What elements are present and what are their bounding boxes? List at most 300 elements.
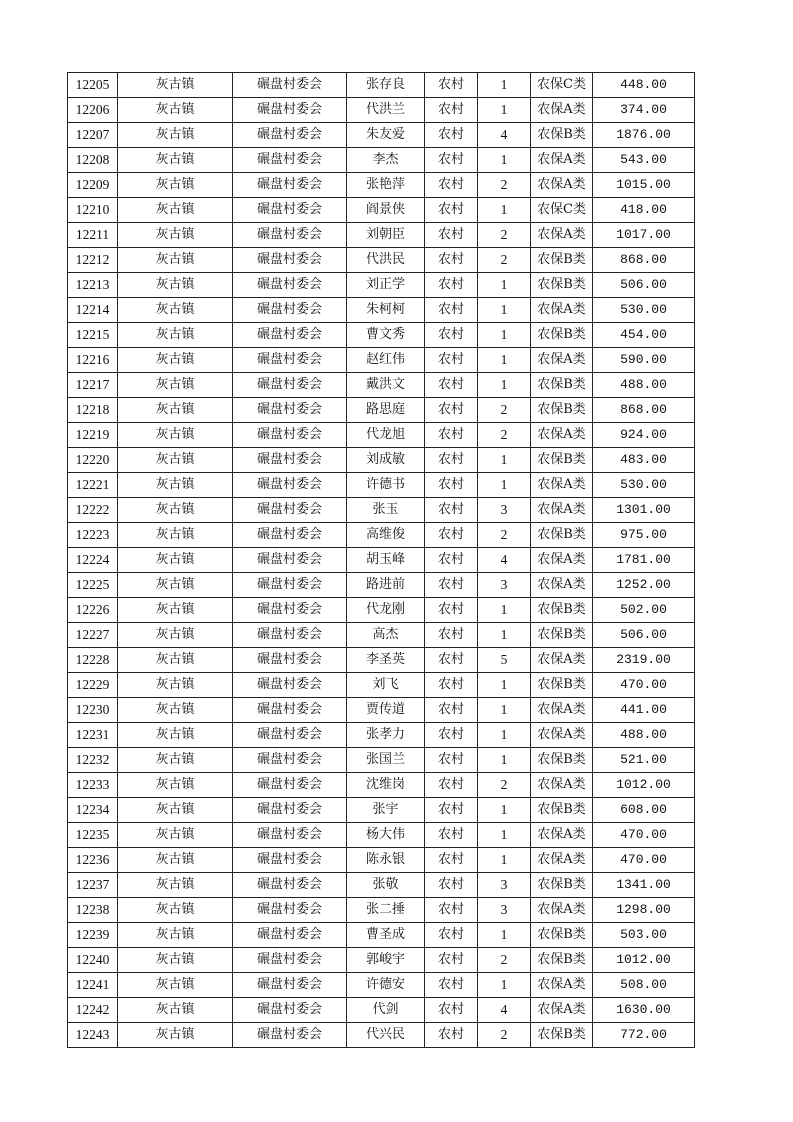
cell-town: 灰古镇 xyxy=(118,698,233,723)
cell-id: 12205 xyxy=(68,73,118,98)
cell-count: 1 xyxy=(478,473,531,498)
cell-village: 碾盘村委会 xyxy=(233,298,347,323)
cell-count: 1 xyxy=(478,673,531,698)
cell-id: 12235 xyxy=(68,823,118,848)
cell-village: 碾盘村委会 xyxy=(233,623,347,648)
cell-town: 灰古镇 xyxy=(118,873,233,898)
cell-amount: 530.00 xyxy=(593,298,695,323)
cell-village: 碾盘村委会 xyxy=(233,423,347,448)
cell-village: 碾盘村委会 xyxy=(233,198,347,223)
cell-id: 12239 xyxy=(68,923,118,948)
cell-village: 碾盘村委会 xyxy=(233,648,347,673)
cell-name: 许德书 xyxy=(347,473,425,498)
cell-id: 12214 xyxy=(68,298,118,323)
table-row xyxy=(68,948,695,973)
table-row xyxy=(68,448,695,473)
cell-id: 12217 xyxy=(68,373,118,398)
table-row xyxy=(68,473,695,498)
cell-count: 1 xyxy=(478,323,531,348)
cell-town: 灰古镇 xyxy=(118,523,233,548)
cell-count: 2 xyxy=(478,173,531,198)
cell-name: 张宇 xyxy=(347,798,425,823)
cell-village: 碾盘村委会 xyxy=(233,998,347,1023)
table-row xyxy=(68,798,695,823)
cell-village: 碾盘村委会 xyxy=(233,823,347,848)
cell-category: 农保B类 xyxy=(531,123,593,148)
cell-count: 1 xyxy=(478,798,531,823)
cell-village: 碾盘村委会 xyxy=(233,498,347,523)
cell-area: 农村 xyxy=(425,998,478,1023)
cell-count: 1 xyxy=(478,373,531,398)
cell-count: 3 xyxy=(478,898,531,923)
cell-id: 12213 xyxy=(68,273,118,298)
cell-village: 碾盘村委会 xyxy=(233,973,347,998)
table-row xyxy=(68,398,695,423)
table-row xyxy=(68,898,695,923)
table-row xyxy=(68,923,695,948)
cell-name: 高杰 xyxy=(347,623,425,648)
cell-category: 农保B类 xyxy=(531,798,593,823)
cell-count: 2 xyxy=(478,948,531,973)
table-row xyxy=(68,723,695,748)
cell-village: 碾盘村委会 xyxy=(233,398,347,423)
table-row xyxy=(68,873,695,898)
cell-amount: 1017.00 xyxy=(593,223,695,248)
cell-village: 碾盘村委会 xyxy=(233,98,347,123)
cell-name: 高维俊 xyxy=(347,523,425,548)
cell-amount: 1012.00 xyxy=(593,948,695,973)
cell-category: 农保C类 xyxy=(531,198,593,223)
cell-town: 灰古镇 xyxy=(118,798,233,823)
cell-count: 3 xyxy=(478,573,531,598)
cell-town: 灰古镇 xyxy=(118,1023,233,1048)
cell-id: 12211 xyxy=(68,223,118,248)
cell-name: 代龙刚 xyxy=(347,598,425,623)
cell-area: 农村 xyxy=(425,73,478,98)
cell-town: 灰古镇 xyxy=(118,998,233,1023)
cell-name: 张二捶 xyxy=(347,898,425,923)
cell-count: 1 xyxy=(478,723,531,748)
cell-amount: 503.00 xyxy=(593,923,695,948)
table-row xyxy=(68,373,695,398)
cell-town: 灰古镇 xyxy=(118,473,233,498)
cell-village: 碾盘村委会 xyxy=(233,723,347,748)
cell-count: 2 xyxy=(478,248,531,273)
cell-town: 灰古镇 xyxy=(118,773,233,798)
table-row xyxy=(68,773,695,798)
cell-id: 12209 xyxy=(68,173,118,198)
cell-amount: 608.00 xyxy=(593,798,695,823)
cell-category: 农保B类 xyxy=(531,323,593,348)
cell-amount: 374.00 xyxy=(593,98,695,123)
cell-name: 张艳萍 xyxy=(347,173,425,198)
cell-area: 农村 xyxy=(425,273,478,298)
cell-area: 农村 xyxy=(425,498,478,523)
cell-category: 农保B类 xyxy=(531,373,593,398)
cell-name: 刘朝臣 xyxy=(347,223,425,248)
cell-id: 12234 xyxy=(68,798,118,823)
cell-category: 农保A类 xyxy=(531,648,593,673)
cell-area: 农村 xyxy=(425,623,478,648)
cell-category: 农保A类 xyxy=(531,548,593,573)
cell-count: 4 xyxy=(478,998,531,1023)
cell-area: 农村 xyxy=(425,973,478,998)
cell-category: 农保A类 xyxy=(531,773,593,798)
cell-area: 农村 xyxy=(425,448,478,473)
cell-area: 农村 xyxy=(425,573,478,598)
document-page xyxy=(67,72,694,1048)
table-row xyxy=(68,998,695,1023)
cell-town: 灰古镇 xyxy=(118,198,233,223)
cell-category: 农保A类 xyxy=(531,848,593,873)
cell-town: 灰古镇 xyxy=(118,323,233,348)
cell-amount: 2319.00 xyxy=(593,648,695,673)
cell-area: 农村 xyxy=(425,773,478,798)
cell-village: 碾盘村委会 xyxy=(233,548,347,573)
cell-amount: 543.00 xyxy=(593,148,695,173)
cell-amount: 924.00 xyxy=(593,423,695,448)
cell-id: 12215 xyxy=(68,323,118,348)
cell-id: 12242 xyxy=(68,998,118,1023)
cell-area: 农村 xyxy=(425,1023,478,1048)
cell-count: 1 xyxy=(478,823,531,848)
cell-area: 农村 xyxy=(425,798,478,823)
table-row xyxy=(68,348,695,373)
cell-town: 灰古镇 xyxy=(118,98,233,123)
cell-count: 3 xyxy=(478,498,531,523)
cell-id: 12236 xyxy=(68,848,118,873)
cell-category: 农保A类 xyxy=(531,823,593,848)
cell-category: 农保A类 xyxy=(531,98,593,123)
cell-name: 张玉 xyxy=(347,498,425,523)
cell-village: 碾盘村委会 xyxy=(233,373,347,398)
cell-village: 碾盘村委会 xyxy=(233,448,347,473)
cell-name: 胡玉峰 xyxy=(347,548,425,573)
cell-id: 12220 xyxy=(68,448,118,473)
cell-name: 郭峻宇 xyxy=(347,948,425,973)
cell-town: 灰古镇 xyxy=(118,148,233,173)
cell-category: 农保B类 xyxy=(531,873,593,898)
cell-name: 朱柯柯 xyxy=(347,298,425,323)
cell-category: 农保B类 xyxy=(531,598,593,623)
cell-count: 1 xyxy=(478,73,531,98)
cell-area: 农村 xyxy=(425,523,478,548)
cell-amount: 1298.00 xyxy=(593,898,695,923)
cell-village: 碾盘村委会 xyxy=(233,748,347,773)
cell-count: 2 xyxy=(478,398,531,423)
cell-name: 张孝力 xyxy=(347,723,425,748)
table-row xyxy=(68,548,695,573)
table-row xyxy=(68,623,695,648)
table-row xyxy=(68,648,695,673)
cell-name: 李圣英 xyxy=(347,648,425,673)
cell-town: 灰古镇 xyxy=(118,898,233,923)
cell-area: 农村 xyxy=(425,348,478,373)
cell-name: 贾传道 xyxy=(347,698,425,723)
table-row xyxy=(68,823,695,848)
cell-id: 12229 xyxy=(68,673,118,698)
cell-category: 农保A类 xyxy=(531,348,593,373)
cell-id: 12212 xyxy=(68,248,118,273)
cell-town: 灰古镇 xyxy=(118,923,233,948)
cell-town: 灰古镇 xyxy=(118,823,233,848)
cell-id: 12224 xyxy=(68,548,118,573)
cell-count: 1 xyxy=(478,623,531,648)
cell-area: 农村 xyxy=(425,948,478,973)
cell-category: 农保A类 xyxy=(531,698,593,723)
table-row xyxy=(68,973,695,998)
cell-village: 碾盘村委会 xyxy=(233,873,347,898)
cell-village: 碾盘村委会 xyxy=(233,173,347,198)
cell-name: 代兴民 xyxy=(347,1023,425,1048)
cell-name: 代剑 xyxy=(347,998,425,1023)
cell-area: 农村 xyxy=(425,148,478,173)
cell-amount: 1341.00 xyxy=(593,873,695,898)
cell-village: 碾盘村委会 xyxy=(233,73,347,98)
cell-category: 农保B类 xyxy=(531,398,593,423)
cell-count: 1 xyxy=(478,923,531,948)
cell-id: 12241 xyxy=(68,973,118,998)
cell-category: 农保A类 xyxy=(531,473,593,498)
cell-name: 赵红伟 xyxy=(347,348,425,373)
cell-village: 碾盘村委会 xyxy=(233,473,347,498)
cell-village: 碾盘村委会 xyxy=(233,948,347,973)
table-row xyxy=(68,323,695,348)
cell-id: 12222 xyxy=(68,498,118,523)
cell-id: 12219 xyxy=(68,423,118,448)
cell-category: 农保B类 xyxy=(531,448,593,473)
cell-category: 农保A类 xyxy=(531,173,593,198)
cell-category: 农保B类 xyxy=(531,623,593,648)
cell-village: 碾盘村委会 xyxy=(233,348,347,373)
cell-count: 1 xyxy=(478,273,531,298)
cell-amount: 590.00 xyxy=(593,348,695,373)
cell-town: 灰古镇 xyxy=(118,723,233,748)
cell-amount: 1252.00 xyxy=(593,573,695,598)
cell-area: 农村 xyxy=(425,123,478,148)
table-row xyxy=(68,698,695,723)
cell-name: 张国兰 xyxy=(347,748,425,773)
cell-town: 灰古镇 xyxy=(118,398,233,423)
cell-id: 12230 xyxy=(68,698,118,723)
cell-village: 碾盘村委会 xyxy=(233,923,347,948)
cell-id: 12216 xyxy=(68,348,118,373)
cell-area: 农村 xyxy=(425,723,478,748)
cell-town: 灰古镇 xyxy=(118,573,233,598)
cell-village: 碾盘村委会 xyxy=(233,523,347,548)
cell-town: 灰古镇 xyxy=(118,848,233,873)
table-row xyxy=(68,273,695,298)
cell-name: 刘正学 xyxy=(347,273,425,298)
cell-amount: 1301.00 xyxy=(593,498,695,523)
cell-town: 灰古镇 xyxy=(118,648,233,673)
table-row xyxy=(68,523,695,548)
cell-name: 曹文秀 xyxy=(347,323,425,348)
cell-name: 沈维岗 xyxy=(347,773,425,798)
cell-town: 灰古镇 xyxy=(118,373,233,398)
cell-area: 农村 xyxy=(425,323,478,348)
cell-id: 12243 xyxy=(68,1023,118,1048)
cell-amount: 470.00 xyxy=(593,848,695,873)
table-row xyxy=(68,423,695,448)
cell-area: 农村 xyxy=(425,223,478,248)
table-row xyxy=(68,1023,695,1048)
roster-body xyxy=(68,73,695,1048)
cell-area: 农村 xyxy=(425,373,478,398)
table-row xyxy=(68,198,695,223)
cell-amount: 1876.00 xyxy=(593,123,695,148)
cell-village: 碾盘村委会 xyxy=(233,248,347,273)
cell-id: 12240 xyxy=(68,948,118,973)
cell-area: 农村 xyxy=(425,848,478,873)
cell-village: 碾盘村委会 xyxy=(233,798,347,823)
cell-amount: 506.00 xyxy=(593,623,695,648)
cell-town: 灰古镇 xyxy=(118,173,233,198)
cell-id: 12206 xyxy=(68,98,118,123)
cell-category: 农保B类 xyxy=(531,523,593,548)
table-row xyxy=(68,123,695,148)
table-row xyxy=(68,98,695,123)
table-row xyxy=(68,173,695,198)
cell-amount: 868.00 xyxy=(593,248,695,273)
cell-village: 碾盘村委会 xyxy=(233,598,347,623)
cell-category: 农保A类 xyxy=(531,573,593,598)
cell-id: 12207 xyxy=(68,123,118,148)
table-row xyxy=(68,573,695,598)
cell-town: 灰古镇 xyxy=(118,748,233,773)
cell-category: 农保B类 xyxy=(531,248,593,273)
cell-id: 12232 xyxy=(68,748,118,773)
cell-id: 12225 xyxy=(68,573,118,598)
cell-count: 1 xyxy=(478,448,531,473)
cell-amount: 483.00 xyxy=(593,448,695,473)
cell-count: 2 xyxy=(478,523,531,548)
cell-area: 农村 xyxy=(425,198,478,223)
cell-count: 1 xyxy=(478,298,531,323)
cell-category: 农保B类 xyxy=(531,673,593,698)
table-row xyxy=(68,248,695,273)
cell-category: 农保B类 xyxy=(531,748,593,773)
cell-name: 路进前 xyxy=(347,573,425,598)
table-row xyxy=(68,298,695,323)
cell-name: 陈永银 xyxy=(347,848,425,873)
cell-village: 碾盘村委会 xyxy=(233,123,347,148)
cell-category: 农保A类 xyxy=(531,998,593,1023)
cell-area: 农村 xyxy=(425,823,478,848)
cell-town: 灰古镇 xyxy=(118,448,233,473)
cell-count: 1 xyxy=(478,198,531,223)
cell-town: 灰古镇 xyxy=(118,298,233,323)
cell-count: 2 xyxy=(478,773,531,798)
cell-amount: 868.00 xyxy=(593,398,695,423)
cell-category: 农保A类 xyxy=(531,973,593,998)
cell-category: 农保B类 xyxy=(531,1023,593,1048)
cell-id: 12228 xyxy=(68,648,118,673)
cell-name: 戴洪文 xyxy=(347,373,425,398)
cell-count: 1 xyxy=(478,148,531,173)
cell-name: 代洪民 xyxy=(347,248,425,273)
cell-town: 灰古镇 xyxy=(118,948,233,973)
cell-area: 农村 xyxy=(425,698,478,723)
cell-count: 4 xyxy=(478,123,531,148)
cell-count: 2 xyxy=(478,223,531,248)
cell-village: 碾盘村委会 xyxy=(233,773,347,798)
cell-id: 12218 xyxy=(68,398,118,423)
cell-area: 农村 xyxy=(425,248,478,273)
table-row xyxy=(68,148,695,173)
cell-area: 农村 xyxy=(425,298,478,323)
cell-town: 灰古镇 xyxy=(118,973,233,998)
cell-village: 碾盘村委会 xyxy=(233,898,347,923)
cell-town: 灰古镇 xyxy=(118,73,233,98)
cell-amount: 1015.00 xyxy=(593,173,695,198)
cell-amount: 441.00 xyxy=(593,698,695,723)
cell-amount: 502.00 xyxy=(593,598,695,623)
cell-count: 3 xyxy=(478,873,531,898)
table-row xyxy=(68,498,695,523)
cell-name: 阎景侠 xyxy=(347,198,425,223)
cell-amount: 508.00 xyxy=(593,973,695,998)
table-row xyxy=(68,73,695,98)
cell-town: 灰古镇 xyxy=(118,423,233,448)
cell-count: 1 xyxy=(478,848,531,873)
cell-village: 碾盘村委会 xyxy=(233,698,347,723)
cell-name: 朱友爱 xyxy=(347,123,425,148)
cell-amount: 488.00 xyxy=(593,723,695,748)
cell-amount: 470.00 xyxy=(593,823,695,848)
cell-area: 农村 xyxy=(425,898,478,923)
cell-name: 曹圣成 xyxy=(347,923,425,948)
cell-amount: 975.00 xyxy=(593,523,695,548)
cell-amount: 454.00 xyxy=(593,323,695,348)
cell-count: 5 xyxy=(478,648,531,673)
cell-category: 农保A类 xyxy=(531,423,593,448)
cell-id: 12237 xyxy=(68,873,118,898)
cell-area: 农村 xyxy=(425,98,478,123)
cell-amount: 772.00 xyxy=(593,1023,695,1048)
cell-category: 农保B类 xyxy=(531,923,593,948)
cell-town: 灰古镇 xyxy=(118,623,233,648)
cell-name: 杨大伟 xyxy=(347,823,425,848)
cell-village: 碾盘村委会 xyxy=(233,573,347,598)
cell-town: 灰古镇 xyxy=(118,673,233,698)
cell-area: 农村 xyxy=(425,473,478,498)
cell-id: 12226 xyxy=(68,598,118,623)
cell-area: 农村 xyxy=(425,423,478,448)
cell-id: 12223 xyxy=(68,523,118,548)
cell-town: 灰古镇 xyxy=(118,548,233,573)
cell-amount: 1012.00 xyxy=(593,773,695,798)
cell-village: 碾盘村委会 xyxy=(233,148,347,173)
cell-count: 1 xyxy=(478,698,531,723)
cell-village: 碾盘村委会 xyxy=(233,223,347,248)
cell-amount: 488.00 xyxy=(593,373,695,398)
cell-village: 碾盘村委会 xyxy=(233,673,347,698)
cell-town: 灰古镇 xyxy=(118,223,233,248)
cell-village: 碾盘村委会 xyxy=(233,1023,347,1048)
cell-count: 2 xyxy=(478,423,531,448)
cell-name: 张敬 xyxy=(347,873,425,898)
cell-amount: 1630.00 xyxy=(593,998,695,1023)
cell-id: 12231 xyxy=(68,723,118,748)
cell-area: 农村 xyxy=(425,873,478,898)
cell-category: 农保A类 xyxy=(531,723,593,748)
roster-table xyxy=(67,72,695,1048)
cell-category: 农保A类 xyxy=(531,898,593,923)
cell-id: 12238 xyxy=(68,898,118,923)
cell-amount: 506.00 xyxy=(593,273,695,298)
cell-amount: 521.00 xyxy=(593,748,695,773)
